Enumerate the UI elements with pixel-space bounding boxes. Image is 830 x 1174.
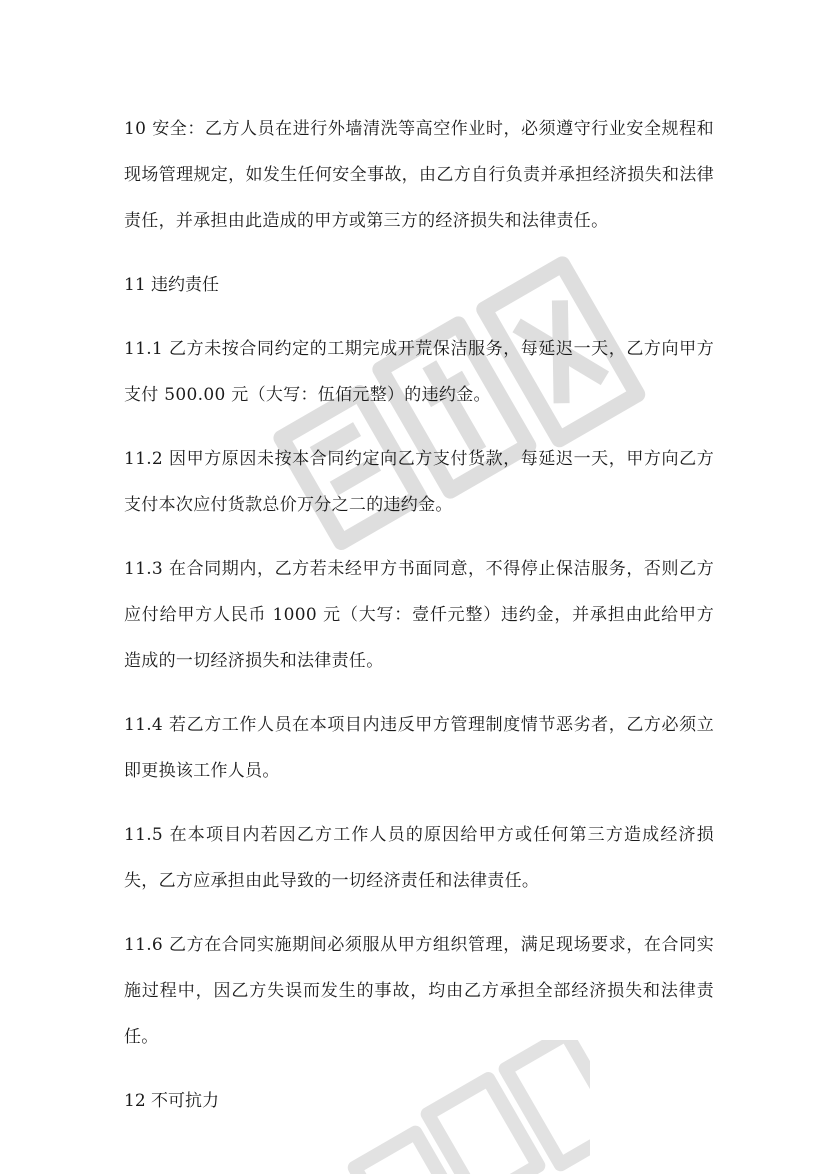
clause-11-5: 11.5 在本项目内若因乙方工作人员的原因给甲方或任何第三方造成经济损失，乙方应承担由此导致的一切经济责任和法律责任。: [124, 825, 714, 891]
clause-11-6: 11.6 乙方在合同实施期间必须服从甲方组织管理，满足现场要求，在合同实施过程中，因乙方失误而发生的事故，均由乙方承担全部经济损失和法律责任。: [124, 935, 714, 1047]
clause-11-1: 11.1 乙方未按合同约定的工期完成开荒保洁服务，每延迟一天，乙方向甲方支付 500.00 元（大写：伍佰元整）的违约金。: [124, 339, 714, 405]
section-12-heading: 12 不可抗力: [124, 1091, 220, 1111]
section-11-heading: 11 违约责任: [124, 275, 220, 295]
document-body: [124, 106, 714, 1142]
clause-10-safety: 10 安全：乙方人员在进行外墙清洗等高空作业时，必须遵守行业安全规程和现场管理规定，如发生任何安全事故，由乙方自行负责并承担经济损失和法律责任，并承担由此造成的甲方或第三方的经济损失和法律责任。: [124, 119, 714, 231]
clause-11-4: 11.4 若乙方工作人员在本项目内违反甲方管理制度情节恶劣者，乙方必须立即更换该工作人员。: [124, 715, 714, 781]
clause-11-3: 11.3 在合同期内，乙方若未经甲方书面同意，不得停止保洁服务，否则乙方应付给甲方人民币 1000 元（大写：壹仟元整）违约金，并承担由此给甲方造成的一切经济损失和法律责任。: [124, 559, 714, 671]
clause-11-2: 11.2 因甲方原因未按本合同约定向乙方支付货款，每延迟一天，甲方向乙方支付本次应付货款总价万分之二的违约金。: [124, 449, 714, 515]
